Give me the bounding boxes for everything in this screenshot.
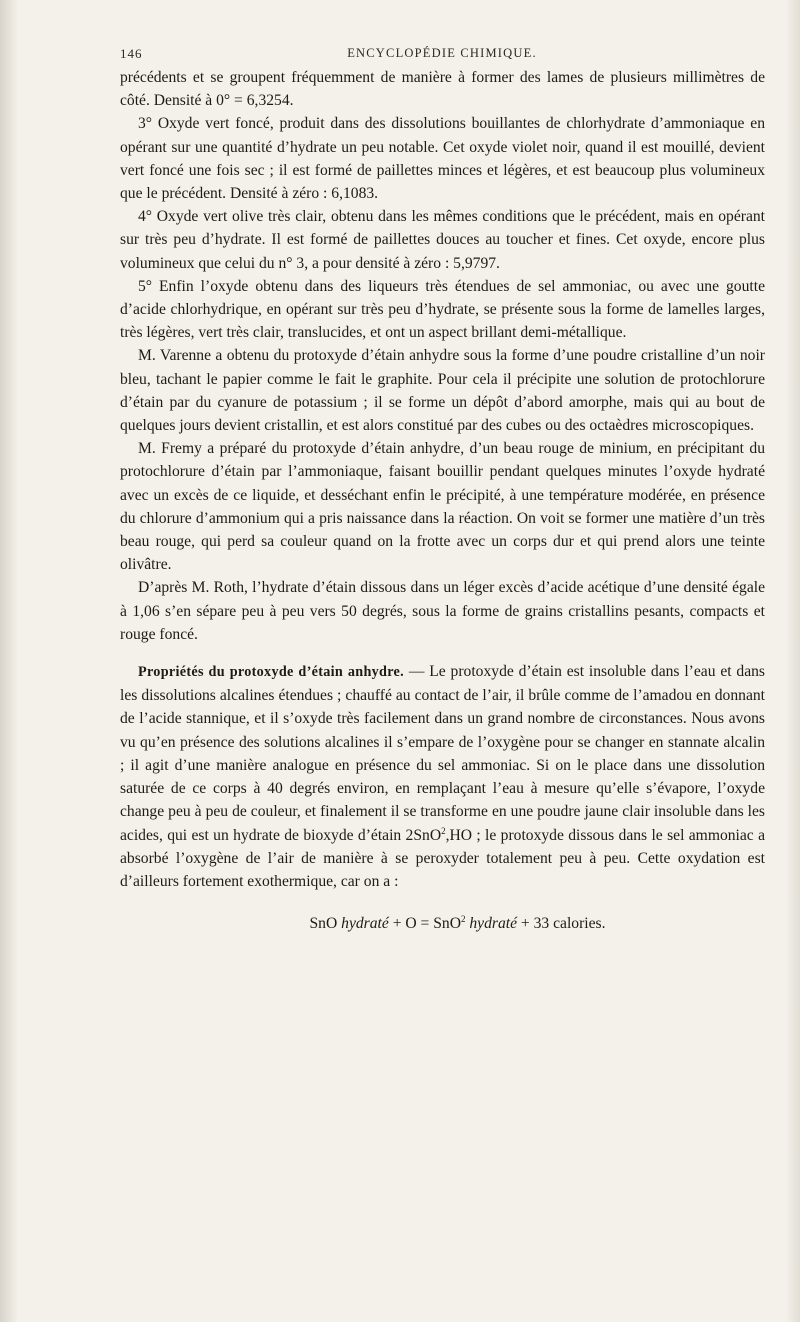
- running-header: [120, 40, 764, 66]
- paragraph-oxyde-4: 4° Oxyde vert olive très clair, obtenu dans les mêmes conditions que le précédent, mais en opérant sur très peu d’hydrate. Il est formé de paillettes douces au toucher et fines. Cet oxyde, encore plus volumineux que celui du n° 3, a pour densité à zéro : 5,9797.: [120, 208, 765, 272]
- equation-left: SnO: [309, 915, 338, 933]
- paragraph-varenne: M. Varenne a obtenu du protoxyde d’étain anhydre sous la forme d’une poudre cristalline d’un noir bleu, tachant le papier comme le fait le graphite. Pour cela il précipite une solution de protochlorure d’étain par du cyanure de potassium ; il se forme un dépôt d’abord amorphe, mais qui au bout de quelques jours devient cristallin, et est alors constitué par des cubes ou des octaèdres microscopiques.: [120, 347, 765, 435]
- section-properties: [120, 660, 765, 893]
- equation-middle: + O = SnO: [392, 915, 461, 933]
- equation-tail: + 33 calories.: [520, 915, 606, 933]
- main-text: [120, 66, 765, 935]
- paragraph-oxyde-5: 5° Enfin l’oxyde obtenu dans des liqueurs très étendues de sel ammoniac, ou avec une goutte d’acide chlorhydrique, en opérant sur très peu d’hydrate, se présente sous la forme de lamelles larges, très légères, vert très clair, translucides, et ont un aspect brillant demi-métallique.: [120, 277, 765, 342]
- paragraph-fremy: M. Fremy a préparé du protoxyde d’étain anhydre, d’un beau rouge de minium, en précipitant du protochlorure d’étain par l’ammoniaque, faisant bouillir pendant quelques minutes l’oxyde hydraté avec un excès de ce liquide, et desséchant enfin le précipité, à une température modérée, en présence du chlorure d’ammonium qui a pris naissance dans la réaction. On voit se former une matière d’un très beau rouge, qui perd sa couleur quand on la frotte avec un corps dur et qui prend alors une teinte olivâtre.: [120, 440, 765, 574]
- equation-right-qualifier: hydraté: [469, 915, 518, 933]
- page-edge-shadow: [786, 0, 800, 1322]
- page-number: 146: [120, 46, 143, 61]
- equation-left-qualifier: hydraté: [341, 915, 389, 933]
- paragraph-oxyde-3: 3° Oxyde vert foncé, produit dans des dissolutions bouillantes de chlorhydrate d’ammoniaque en opérant sur une quantité d’hydrate un peu notable. Cet oxyde violet noir, quand il est mouillé, devient vert foncé une fois sec ; il est formé de paillettes minces et légères, et est beaucoup plus volumineux que le précédent. Densité à zéro : 6,1083.: [120, 115, 765, 203]
- section-text-part2: ,HO ; le protoxyde dissous dans le sel ammoniac a absorbé l’oxygène de l’air de manière à se peroxyder totalement peu à peu. Cette oxydation est d’ailleurs fortement exothermique, car on a :: [120, 826, 765, 890]
- section-title: Propriétés du protoxyde d’étain anhydre.: [138, 664, 405, 681]
- running-title: ENCYCLOPÉDIE CHIMIQUE.: [347, 46, 537, 60]
- section-text-part1: — Le protoxyde d’étain est insoluble dans l’eau et dans les dissolutions alcalines étendues ; chauffé au contact de l’air, il brûle comme de l’amadou en donnant de l’acide stannique, et il s’oxyde très facilement dans un grand nombre de circonstances. Nous avons vu qu’en présence des solutions alcalines il s’empare de l’oxygène pour se changer en stannate alcalin ; il agit d’une manière analogue en présence du sel ammoniac. Si on le place dans une dissolution saturée de ce corps à 40 degrés environ, en remplaçant l’eau à mesure qu’elle s’évapore, l’oxyde change peu à peu de couleur, et finalement il se transforme en une poudre jaune clair insoluble dans les acides, qui est un hydrate de bioxyde d’étain 2SnO: [120, 663, 765, 844]
- formula-superscript: 2: [441, 825, 446, 836]
- equation-superscript: 2: [460, 913, 466, 924]
- equation: [120, 913, 765, 935]
- paragraph-continuation: précédents et se groupent fréquemment de manière à former des lames de plusieurs millimètres de côté. Densité à 0° = 6,3254.: [120, 69, 765, 110]
- page-gutter-shadow: [0, 0, 18, 1322]
- paragraph-roth: D’après M. Roth, l’hydrate d’étain dissous dans un léger excès d’acide acétique d’une densité égale à 1,06 s’en sépare peu à peu vers 50 degrés, sous la forme de grains cristallins pesants, compacts et rouge foncé.: [120, 579, 765, 643]
